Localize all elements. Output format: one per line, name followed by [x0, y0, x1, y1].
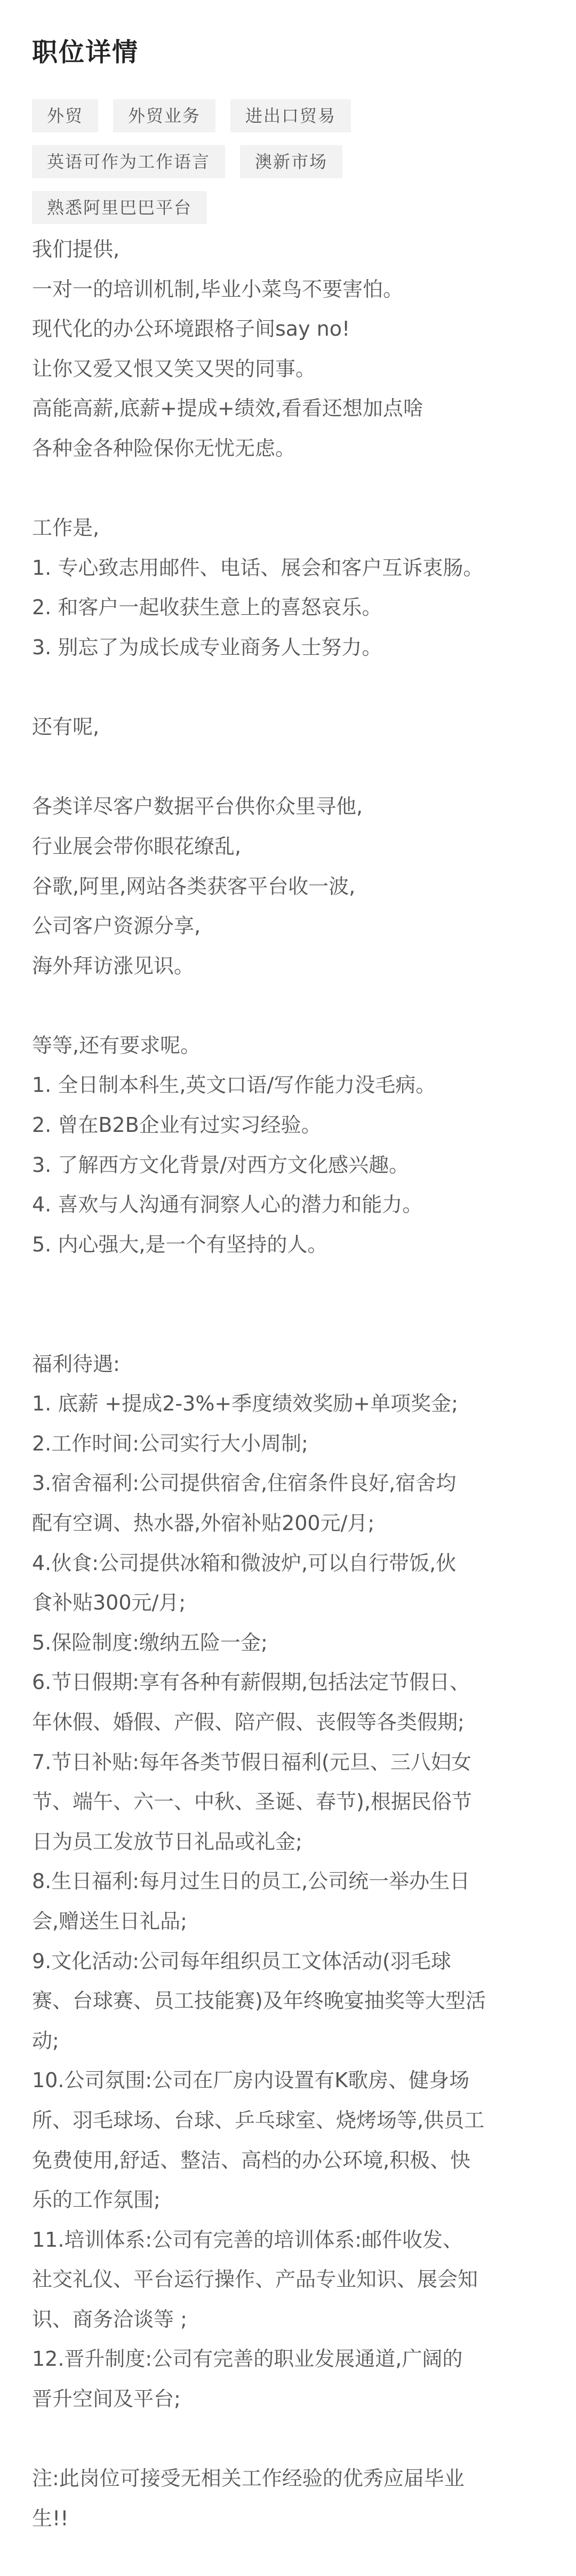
- description-line: 6.节日假期:享有各种有薪假期,包括法定节假日、: [32, 1670, 470, 1694]
- description-line: 节、端午、六一、中秋、圣诞、春节),根据民俗节: [32, 1790, 472, 1814]
- description-line: 3. 别忘了为成长成专业商务人士努力。: [32, 635, 382, 659]
- tag-english-working-language: 英语可作为工作语言: [32, 145, 225, 178]
- tag-import-export: 进出口贸易: [230, 99, 351, 132]
- page-title: 职位详情: [32, 37, 139, 67]
- description-line: 注:此岗位可接受无相关工作经验的优秀应届毕业: [32, 2467, 465, 2491]
- description-line: 5. 内心强大,是一个有坚持的人。: [32, 1232, 328, 1256]
- description-line: 工作是,: [32, 516, 100, 540]
- description-line: 9.文化活动:公司每年组织员工文体活动(羽毛球: [32, 1949, 451, 1973]
- description-line: 一对一的培训机制,毕业小菜鸟不要害怕。: [32, 277, 404, 301]
- blank-line: [32, 1264, 544, 1304]
- description-line: 7.节日补贴:每年各类节假日福利(元旦、三八妇女: [32, 1750, 471, 1774]
- tag-row: [32, 145, 544, 178]
- description-line: 1. 专心致志用邮件、电话、展会和客户互诉衷肠。: [32, 556, 484, 580]
- description-line: 晋升空间及平台;: [32, 2387, 181, 2411]
- blank-line: [32, 668, 544, 708]
- tag-row: [32, 191, 544, 224]
- blank-line: [32, 469, 544, 509]
- description-line: 乐的工作氛围;: [32, 2188, 161, 2212]
- description-line: 2. 曾在B2B企业有过实习经验。: [32, 1113, 322, 1137]
- description-line: 5.保险制度:缴纳五险一金;: [32, 1630, 268, 1654]
- description-line: 4.伙食:公司提供冰箱和微波炉,可以自行带饭,伙: [32, 1551, 457, 1575]
- tag-row: [32, 99, 544, 132]
- description-line: 10.公司氛围:公司在厂房内设置有K歌房、健身场: [32, 2068, 470, 2092]
- description-line: 11.培训体系:公司有完善的培训体系:邮件收发、: [32, 2228, 463, 2252]
- tag-alibaba-platform: 熟悉阿里巴巴平台: [32, 191, 207, 224]
- description-line: 各种金各种险保你无忧无虑。: [32, 436, 296, 460]
- description-line: 1. 底薪 +提成2-3%+季度绩效奖励+单项奖金;: [32, 1392, 458, 1416]
- description-line: 让你又爱又恨又笑又哭的同事。: [32, 356, 316, 381]
- description-line: 食补贴300元/月;: [32, 1591, 186, 1615]
- description-line: 生!!: [32, 2506, 69, 2530]
- description-line: 12.晋升制度:公司有完善的职业发展通道,广阔的: [32, 2347, 463, 2371]
- tag-aus-nz-market: 澳新市场: [240, 145, 342, 178]
- description-line: 3. 了解西方文化背景/对西方文化感兴趣。: [32, 1153, 410, 1177]
- description-line: 2.工作时间:公司实行大小周制;: [32, 1431, 308, 1455]
- description-line: 动;: [32, 2028, 59, 2052]
- blank-line: [32, 986, 544, 1026]
- tag-foreign-trade: 外贸: [32, 99, 98, 132]
- description-line: 谷歌,阿里,网站各类获客平台收一波,: [32, 874, 356, 898]
- description-line: 等等,还有要求呢。: [32, 1033, 201, 1057]
- description-line: 1. 全日制本科生,英文口语/写作能力没毛病。: [32, 1073, 436, 1097]
- description-line: 所、羽毛球场、台球、乒乓球室、烧烤场等,供员工: [32, 2108, 485, 2132]
- description-line: 福利待遇:: [32, 1352, 120, 1376]
- description-line: 行业展会带你眼花缭乱,: [32, 834, 242, 858]
- description-line: 4. 喜欢与人沟通有洞察人心的潜力和能力。: [32, 1193, 423, 1217]
- description-line: 免费使用,舒适、整洁、高档的办公环境,积极、快: [32, 2148, 471, 2172]
- job-tags: [32, 99, 544, 237]
- description-line: 识、商务洽谈等 ;: [32, 2307, 187, 2331]
- description-line: 2. 和客户一起收获生意上的喜怒哀乐。: [32, 596, 382, 620]
- tag-foreign-trade-business: 外贸业务: [113, 99, 215, 132]
- description-line: 会,赠送生日礼品;: [32, 1909, 187, 1933]
- description-line: 赛、台球赛、员工技能赛)及年终晚宴抽奖等大型活: [32, 1989, 486, 2013]
- description-line: 高能高薪,底薪+提成+绩效,看看还想加点啥: [32, 397, 423, 421]
- description-line: 我们提供,: [32, 237, 120, 261]
- description-line: 各类详尽客户数据平台供你众里寻他,: [32, 795, 363, 819]
- description-line: 社交礼仪、平台运行操作、产品专业知识、展会知: [32, 2268, 478, 2292]
- description-line: 公司客户资源分享,: [32, 914, 201, 938]
- description-line: 日为员工发放节日礼品或礼金;: [32, 1829, 302, 1853]
- blank-line: [32, 747, 544, 787]
- description-line: 现代化的办公环境跟格子间say no!: [32, 317, 350, 341]
- description-line: 海外拜访涨见识。: [32, 954, 195, 978]
- description-line: 年休假、婚假、产假、陪产假、丧假等各类假期;: [32, 1710, 465, 1734]
- blank-line: [32, 1304, 544, 1344]
- description-line: 3.宿舍福利:公司提供宿舍,住宿条件良好,宿舍均: [32, 1471, 457, 1495]
- description-line: 还有呢,: [32, 715, 100, 739]
- description-line: 配有空调、热水器,外宿补贴200元/月;: [32, 1511, 375, 1535]
- blank-line: [32, 2419, 544, 2459]
- description-line: 8.生日福利:每月过生日的员工,公司统一举办生日: [32, 1869, 470, 1893]
- job-description: [32, 229, 544, 2538]
